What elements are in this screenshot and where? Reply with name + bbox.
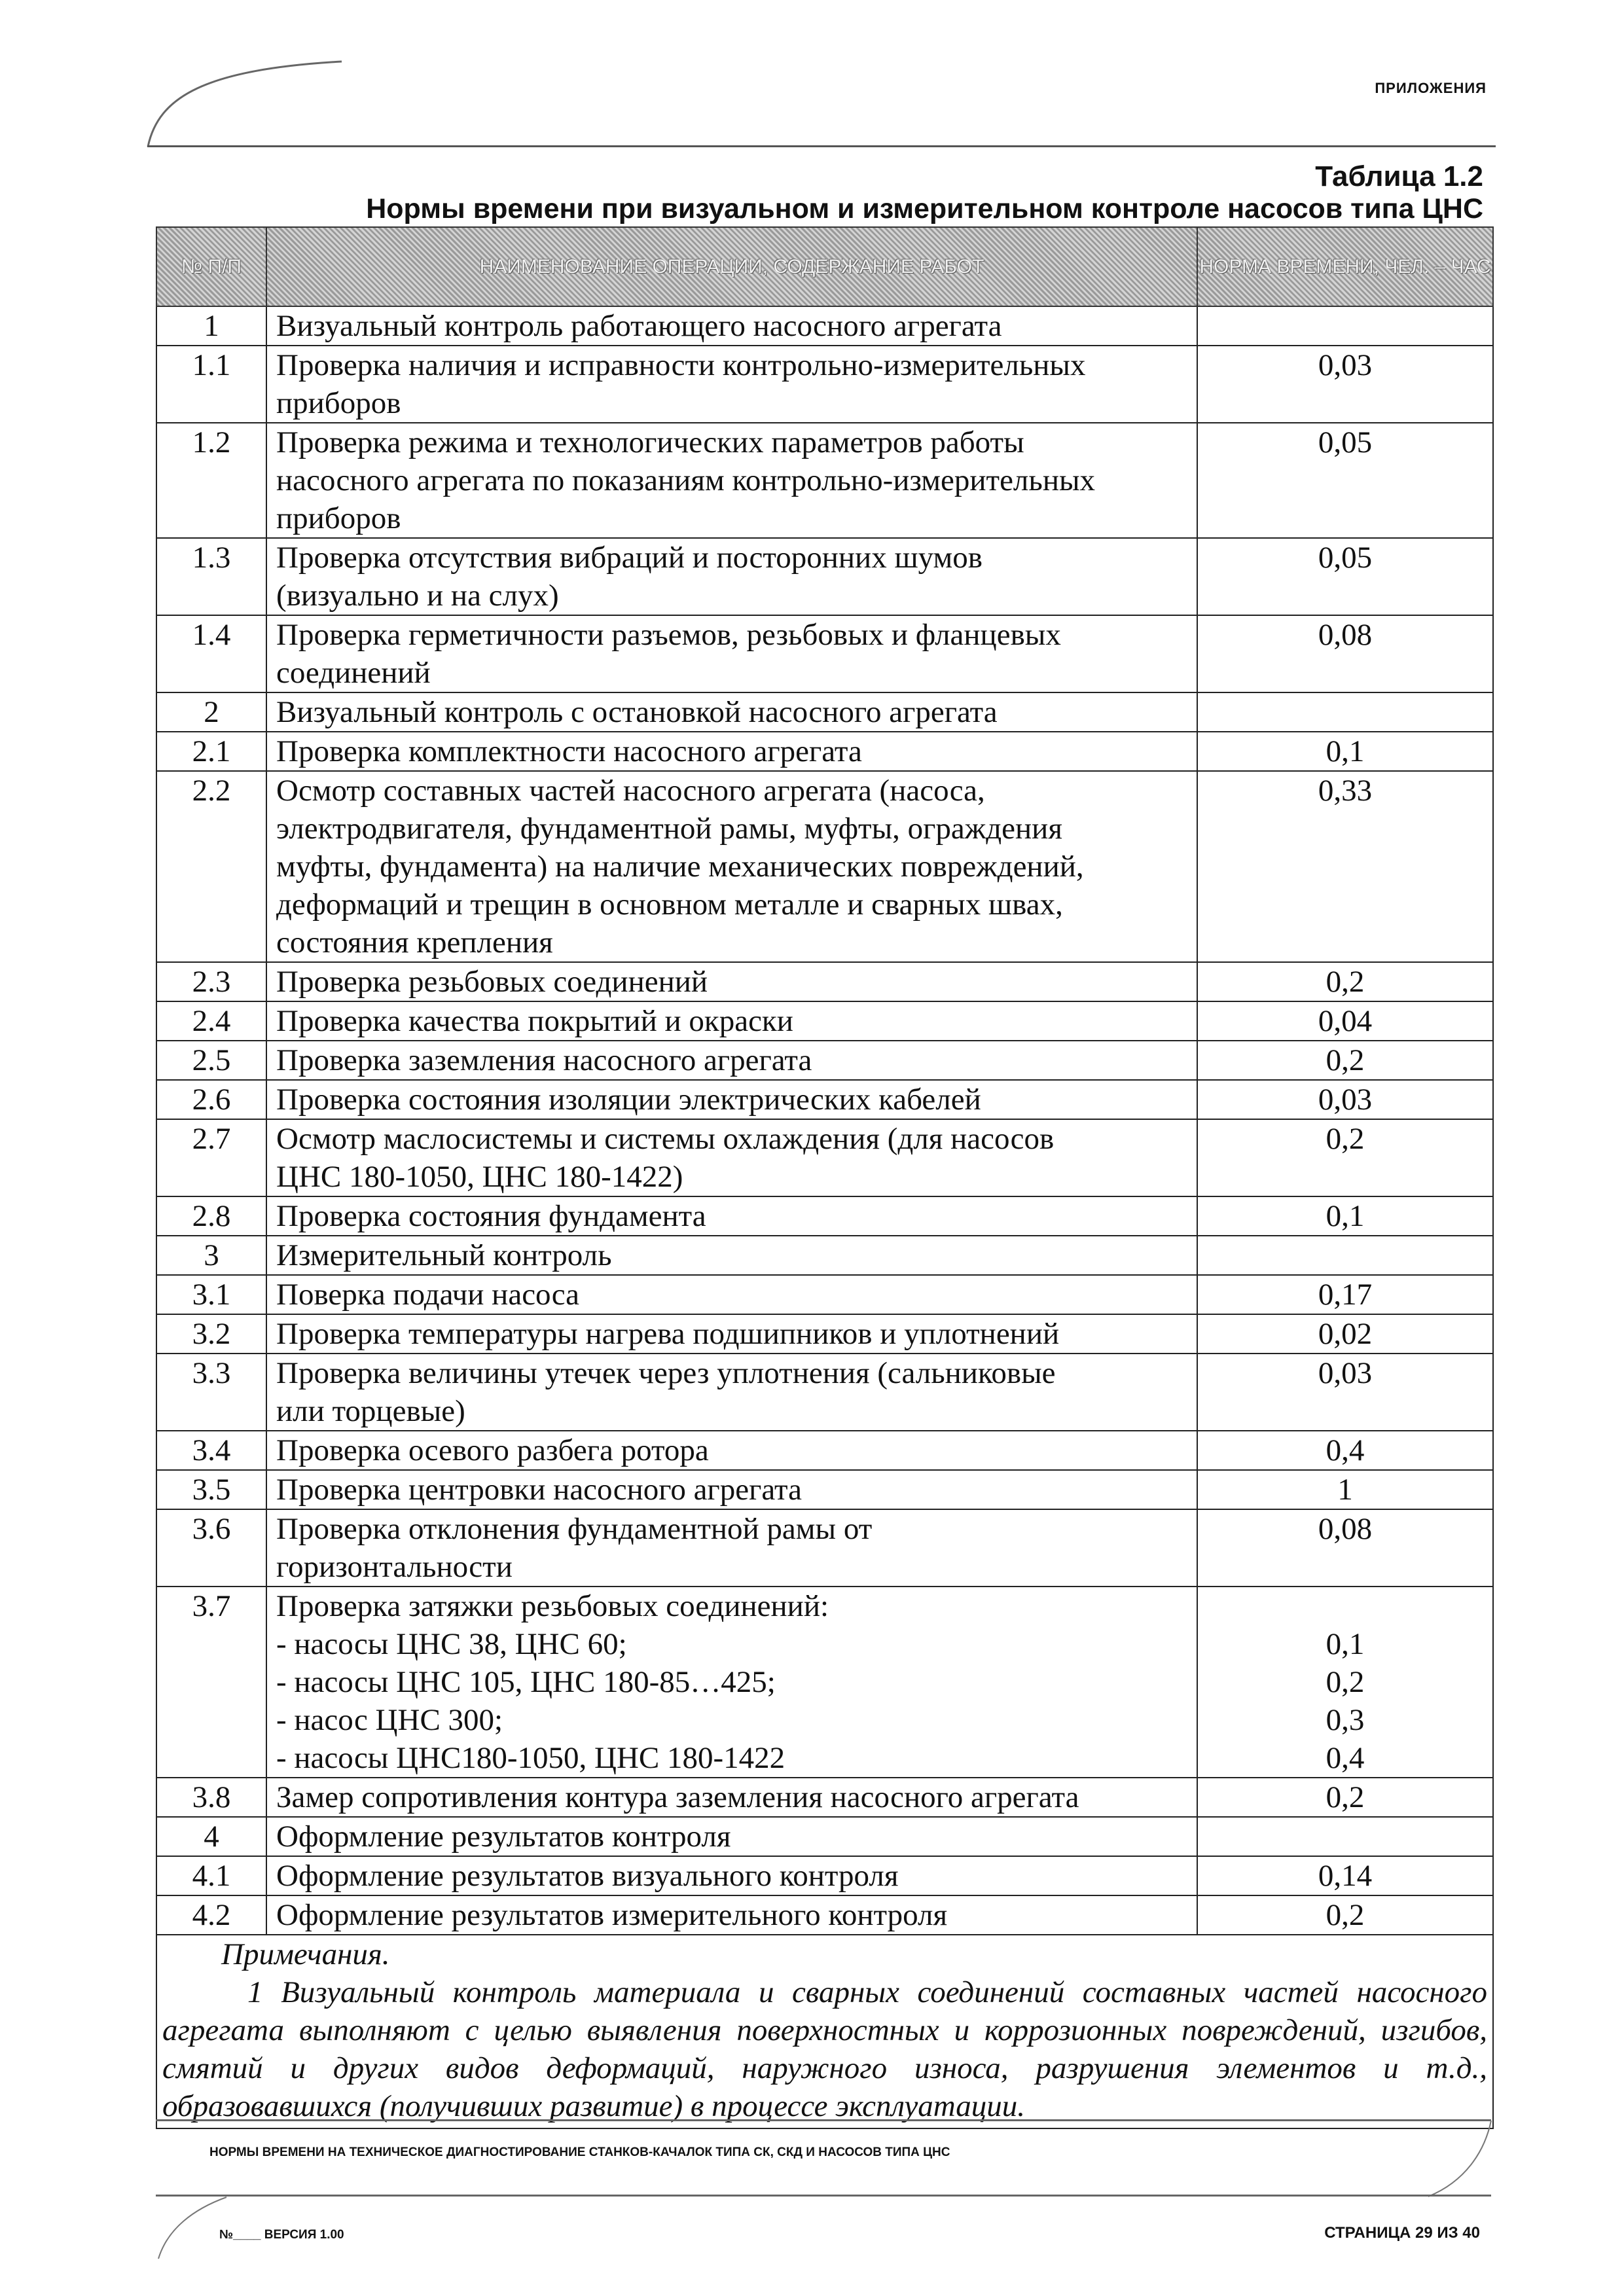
row-operation	[266, 1041, 1197, 1080]
row-norm-value	[1197, 538, 1493, 615]
table-row	[156, 1119, 1493, 1196]
operation-line: горизонтальности	[276, 1550, 513, 1584]
row-number: 3.7	[156, 1587, 266, 1778]
norm-value: 0,03	[1318, 1083, 1373, 1117]
row-number: 4.1	[156, 1856, 266, 1895]
row-operation	[266, 771, 1197, 962]
norm-value: 0,14	[1318, 1859, 1373, 1893]
operation-line: Осмотр составных частей насосного агрегата (насоса,	[276, 774, 985, 808]
table-row	[156, 1509, 1493, 1587]
row-operation	[266, 1236, 1197, 1275]
operation-line: деформаций и трещин в основном металле и сварных швах,	[276, 888, 1063, 922]
row-operation	[266, 1778, 1197, 1817]
row-number: 3.5	[156, 1470, 266, 1509]
operation-line: Оформление результатов контроля	[276, 1820, 731, 1854]
footer-rule-bottom	[156, 2195, 1491, 2197]
row-number: 2	[156, 692, 266, 732]
row-operation	[266, 346, 1197, 423]
norms-table	[156, 226, 1494, 2129]
row-norm-value	[1197, 1856, 1493, 1895]
row-operation	[266, 1080, 1197, 1119]
table-row	[156, 1196, 1493, 1236]
row-norm-value	[1197, 1895, 1493, 1935]
row-norm-value	[1197, 423, 1493, 538]
notes-row	[156, 1935, 1493, 2128]
operation-line: Проверка качества покрытий и окраски	[276, 1004, 793, 1038]
row-number: 2.5	[156, 1041, 266, 1080]
operation-line: Проверка резьбовых соединений	[276, 965, 708, 999]
table-row	[156, 962, 1493, 1001]
norm-value: 0,08	[1318, 618, 1373, 652]
footer-decoration-right	[1426, 2119, 1498, 2198]
row-operation	[266, 1817, 1197, 1856]
operation-line: Оформление результатов визуального контроля	[276, 1859, 899, 1893]
table-title: Нормы времени при визуальном и измерительном контроле насосов типа ЦНС	[366, 193, 1483, 224]
table-row	[156, 1080, 1493, 1119]
norm-value: 0,03	[1318, 1356, 1373, 1390]
operation-line: насосного агрегата по показаниям контрольно-измерительных	[276, 463, 1096, 497]
row-norm-value	[1197, 346, 1493, 423]
table-row	[156, 1001, 1493, 1041]
norm-value: 0,04	[1318, 1004, 1373, 1038]
table-row	[156, 1470, 1493, 1509]
row-operation	[266, 1119, 1197, 1196]
operation-line: Осмотр маслосистемы и системы охлаждения (для насосов	[276, 1122, 1055, 1156]
operation-line: Проверка комплектности насосного агрегата	[276, 734, 862, 768]
norm-value: 1	[1337, 1473, 1353, 1507]
table-row	[156, 538, 1493, 615]
operation-line: Визуальный контроль с остановкой насосного агрегата	[276, 695, 998, 729]
row-number: 1	[156, 306, 266, 346]
operation-line: (визуально и на слух)	[276, 579, 559, 613]
norm-value: 0,02	[1318, 1317, 1373, 1351]
table-row	[156, 1895, 1493, 1935]
operation-line: Замер сопротивления контура заземления насосного агрегата	[276, 1780, 1079, 1814]
row-number: 2.1	[156, 732, 266, 771]
norm-value: 0,4	[1326, 1433, 1365, 1467]
table-row	[156, 1236, 1493, 1275]
operation-line: Проверка центровки насосного агрегата	[276, 1473, 802, 1507]
table-row	[156, 423, 1493, 538]
row-norm-value	[1197, 1041, 1493, 1080]
row-operation	[266, 1856, 1197, 1895]
row-norm-value	[1197, 1119, 1493, 1196]
table-row	[156, 346, 1493, 423]
norm-value: 0,2	[1326, 1898, 1365, 1932]
header-rule	[147, 145, 1496, 147]
row-number: 3.1	[156, 1275, 266, 1314]
table-row	[156, 1587, 1493, 1778]
row-number: 2.4	[156, 1001, 266, 1041]
table-row	[156, 1856, 1493, 1895]
operation-line: Проверка отсутствия вибраций и посторонних шумов	[276, 541, 983, 575]
table-row	[156, 1354, 1493, 1431]
row-number: 2.6	[156, 1080, 266, 1119]
norms-table-wrapper	[156, 226, 1494, 2129]
norm-value: 0,17	[1318, 1278, 1373, 1312]
row-operation	[266, 1587, 1197, 1778]
row-operation	[266, 1001, 1197, 1041]
row-operation	[266, 615, 1197, 692]
operation-line: Проверка наличия и исправности контрольно-измерительных	[276, 348, 1086, 382]
table-row	[156, 732, 1493, 771]
operation-line: Проверка затяжки резьбовых соединений:	[276, 1589, 829, 1623]
operation-line: приборов	[276, 386, 401, 420]
table-row	[156, 692, 1493, 732]
operation-line: Проверка заземления насосного агрегата	[276, 1043, 812, 1077]
table-number: Таблица 1.2	[1315, 160, 1483, 192]
operation-line: Проверка осевого разбега ротора	[276, 1433, 709, 1467]
row-operation	[266, 732, 1197, 771]
operation-line: приборов	[276, 501, 401, 535]
operation-line: Поверка подачи насоса	[276, 1278, 580, 1312]
row-norm-value	[1197, 1001, 1493, 1041]
operation-line: Проверка состояния фундамента	[276, 1199, 706, 1233]
footer-version: №____ ВЕРСИЯ 1.00	[219, 2228, 344, 2242]
column-header-number: № П/П	[156, 227, 266, 306]
row-number: 1.3	[156, 538, 266, 615]
operation-line: - насосы ЦНС180-1050, ЦНС 180-1422	[276, 1741, 785, 1775]
row-norm-value	[1197, 1275, 1493, 1314]
norm-value: 0,2	[1326, 1043, 1365, 1077]
operation-line: Оформление результатов измерительного контроля	[276, 1898, 948, 1932]
norm-value: 0,1	[1326, 1627, 1365, 1661]
norm-value: 0,05	[1318, 425, 1373, 459]
row-operation	[266, 1470, 1197, 1509]
operation-line: - насосы ЦНС 105, ЦНС 180-85…425;	[276, 1665, 776, 1699]
row-norm-value	[1197, 1587, 1493, 1778]
norm-value: 0,1	[1326, 1199, 1365, 1233]
row-norm-value	[1197, 1470, 1493, 1509]
row-number: 1.1	[156, 346, 266, 423]
table-row	[156, 306, 1493, 346]
footer-rule-top	[156, 2119, 1491, 2121]
row-norm-value	[1197, 1354, 1493, 1431]
row-operation	[266, 1275, 1197, 1314]
operation-line: Проверка режима и технологических параметров работы	[276, 425, 1024, 459]
row-number: 3.6	[156, 1509, 266, 1587]
table-row	[156, 1275, 1493, 1314]
operation-line: ЦНС 180-1050, ЦНС 180-1422)	[276, 1160, 683, 1194]
operation-line: соединений	[276, 656, 431, 690]
table-header-row	[156, 227, 1493, 306]
norm-value: 0,3	[1326, 1703, 1365, 1737]
row-norm-value	[1197, 615, 1493, 692]
operation-line: Проверка температуры нагрева подшипников и уплотнений	[276, 1317, 1060, 1351]
row-operation	[266, 962, 1197, 1001]
row-number: 3	[156, 1236, 266, 1275]
row-norm-value	[1197, 1080, 1493, 1119]
norm-value: 0,08	[1318, 1512, 1373, 1546]
footer-page-number: СТРАНИЦА 29 ИЗ 40	[1324, 2224, 1480, 2242]
row-operation	[266, 1314, 1197, 1354]
row-operation	[266, 1354, 1197, 1431]
norm-value: 0,2	[1326, 1122, 1365, 1156]
operation-line: Проверка состояния изоляции электрических кабелей	[276, 1083, 981, 1117]
norm-value: 0,2	[1326, 965, 1365, 999]
table-row	[156, 1778, 1493, 1817]
row-norm-value	[1197, 1196, 1493, 1236]
row-norm-value	[1197, 306, 1493, 346]
table-row	[156, 615, 1493, 692]
operation-line: электродвигателя, фундаментной рамы, муфты, ограждения	[276, 812, 1062, 846]
row-number: 4	[156, 1817, 266, 1856]
row-number: 1.2	[156, 423, 266, 538]
row-norm-value	[1197, 1509, 1493, 1587]
footer-document-title: НОРМЫ ВРЕМЕНИ НА ТЕХНИЧЕСКОЕ ДИАГНОСТИРОВАНИЕ СТАНКОВ-КАЧАЛОК ТИПА СК, СКД И НАСОСОВ ТИПА ЦНС	[209, 2145, 950, 2159]
header-decoration	[145, 58, 355, 149]
row-operation	[266, 538, 1197, 615]
norm-value: 0,2	[1326, 1665, 1365, 1699]
row-norm-value	[1197, 1314, 1493, 1354]
section-label: ПРИЛОЖЕНИЯ	[1375, 80, 1487, 96]
table-row	[156, 1041, 1493, 1080]
table-row	[156, 1431, 1493, 1470]
table-row	[156, 1817, 1493, 1856]
norm-value: 0,05	[1318, 541, 1373, 575]
row-norm-value	[1197, 1236, 1493, 1275]
operation-line: или торцевые)	[276, 1394, 465, 1428]
notes-cell	[156, 1935, 1493, 2128]
row-number: 2.2	[156, 771, 266, 962]
row-number: 3.3	[156, 1354, 266, 1431]
operation-line: - насос ЦНС 300;	[276, 1703, 503, 1737]
row-operation	[266, 306, 1197, 346]
norm-value: 0,1	[1326, 734, 1365, 768]
notes-text: 1 Визуальный контроль материала и сварных соединений составных частей насосного агрегата выполняют с целью выявления поверхностных и коррозионных повреждений, изгибов, смятий и других видов деформаций, наружного износа, разрушения элементов и т.д., образовавшихся (получивших развитие) в процессе эксплуатации.	[162, 1975, 1487, 2123]
norm-value	[1207, 1587, 1483, 1625]
row-operation	[266, 1895, 1197, 1935]
operation-line: Проверка величины утечек через уплотнения (сальниковые	[276, 1356, 1056, 1390]
row-norm-value	[1197, 732, 1493, 771]
column-header-operation: НАИМЕНОВАНИЕ ОПЕРАЦИИ, СОДЕРЖАНИЕ РАБОТ	[266, 227, 1197, 306]
row-operation	[266, 692, 1197, 732]
row-number: 3.2	[156, 1314, 266, 1354]
row-norm-value	[1197, 1431, 1493, 1470]
operation-line: Проверка герметичности разъемов, резьбовых и фланцевых	[276, 618, 1061, 652]
row-number: 3.4	[156, 1431, 266, 1470]
notes-heading: Примечания.	[221, 1937, 390, 1971]
row-norm-value	[1197, 962, 1493, 1001]
row-norm-value	[1197, 771, 1493, 962]
operation-line: Измерительный контроль	[276, 1238, 612, 1272]
row-operation	[266, 1509, 1197, 1587]
norm-value: 0,03	[1318, 348, 1373, 382]
row-operation	[266, 423, 1197, 538]
operation-line: муфты, фундамента) на наличие механических повреждений,	[276, 850, 1084, 884]
row-operation	[266, 1196, 1197, 1236]
column-header-norm: НОРМА ВРЕМЕНИ, ЧЕЛ. – ЧАС	[1197, 227, 1493, 306]
row-norm-value	[1197, 1817, 1493, 1856]
row-norm-value	[1197, 692, 1493, 732]
row-number: 2.3	[156, 962, 266, 1001]
row-number: 4.2	[156, 1895, 266, 1935]
operation-line: - насосы ЦНС 38, ЦНС 60;	[276, 1627, 627, 1661]
row-number: 1.4	[156, 615, 266, 692]
table-row	[156, 1314, 1493, 1354]
operation-line: состояния крепления	[276, 925, 553, 960]
row-operation	[266, 1431, 1197, 1470]
row-number: 2.8	[156, 1196, 266, 1236]
row-number: 2.7	[156, 1119, 266, 1196]
operation-line: Проверка отклонения фундаментной рамы от	[276, 1512, 873, 1546]
norm-value: 0,33	[1318, 774, 1373, 808]
row-number: 3.8	[156, 1778, 266, 1817]
operation-line: Визуальный контроль работающего насосного агрегата	[276, 309, 1002, 343]
table-row	[156, 771, 1493, 962]
norm-value: 0,4	[1326, 1741, 1365, 1775]
row-norm-value	[1197, 1778, 1493, 1817]
norm-value: 0,2	[1326, 1780, 1365, 1814]
